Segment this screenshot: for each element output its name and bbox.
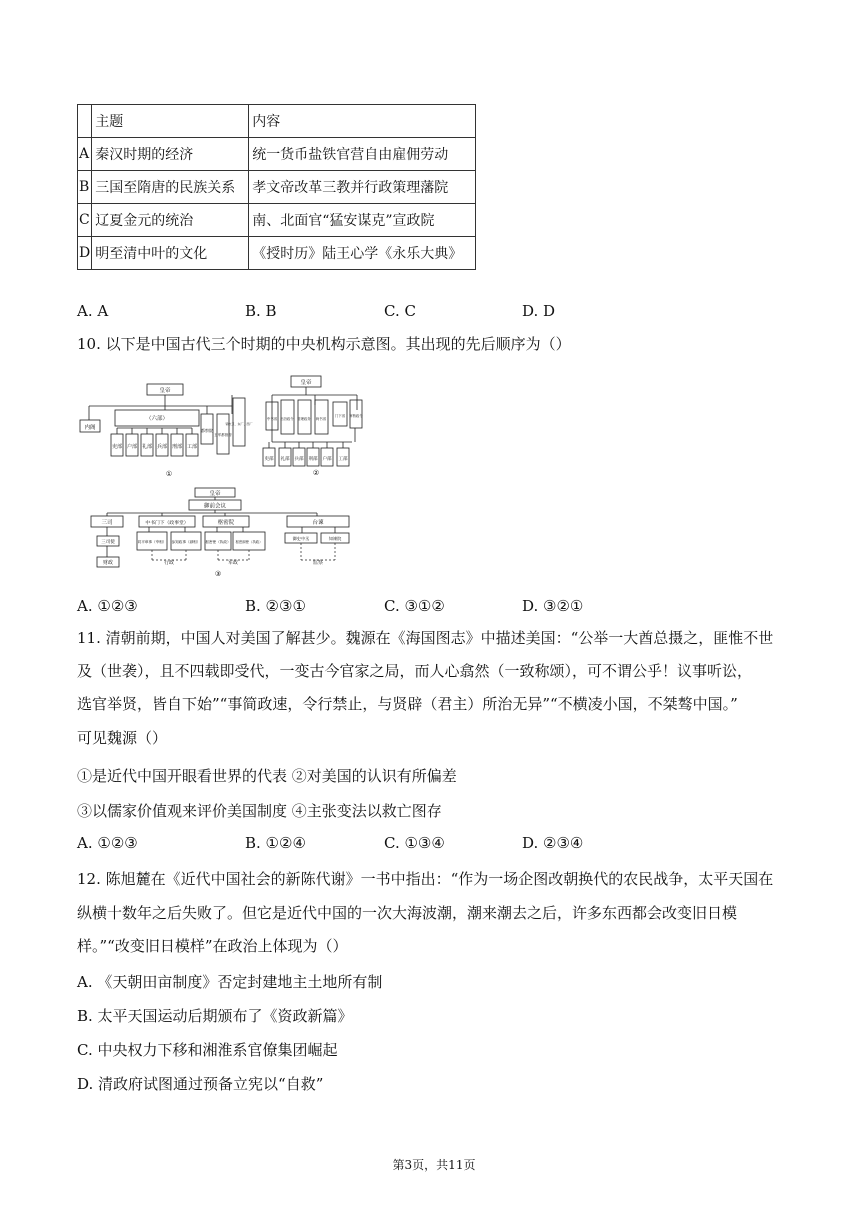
table-cell: 秦汉时期的经济 — [92, 138, 249, 171]
table-row — [78, 105, 476, 138]
q9-option-a[interactable]: A. A — [77, 302, 109, 320]
q11-option-a[interactable]: A. ①②③ — [77, 834, 138, 852]
table-header-cell — [78, 105, 92, 138]
d3-group: 军政 — [227, 560, 239, 566]
d2-sheng: 中书省 — [266, 417, 278, 421]
q10-option-b[interactable]: B. ②③① — [245, 597, 306, 615]
q12-line: 样。”“改变旧日模样”在政治上体现为（） — [77, 937, 348, 955]
d2-mark: ② — [312, 469, 320, 477]
d3-branch: 中书门下（政事堂） — [145, 521, 189, 526]
d3-sub: 三司使 — [101, 540, 115, 545]
table-row — [78, 171, 476, 204]
d3-mark: ③ — [214, 570, 222, 578]
q10-stem: 10. 以下是中国古代三个时期的中央机构示意图。其出现的先后顺序为（） — [77, 335, 571, 353]
table-cell: 三国至隋唐的民族关系 — [92, 171, 249, 204]
table-header-cell: 主题 — [92, 105, 249, 138]
table-cell: 南、北面官“猛安谋克”宣政院 — [249, 204, 476, 237]
d3-sub: 知谏院 — [328, 536, 342, 541]
central-institutions-diagram — [77, 370, 367, 588]
d3-sub: 枢密副使（执政） — [235, 540, 263, 544]
q9-option-b[interactable]: B. B — [245, 302, 277, 320]
q9-option-d[interactable]: D. D — [522, 302, 556, 320]
table-cell: D — [78, 237, 92, 270]
table-row — [78, 138, 476, 171]
d1-ministry: 刑部 — [171, 444, 183, 450]
d2-ministry: 户部 — [322, 457, 332, 462]
question-9-table — [77, 104, 476, 270]
table-cell: B — [78, 171, 92, 204]
d3-group: 监察 — [312, 560, 324, 566]
q12-option-c[interactable]: C. 中央权力下移和湘淮系官僚集团崛起 — [77, 1041, 338, 1059]
table-cell: C — [78, 204, 92, 237]
q11-line: 选官举贤，皆自下始”“事简政速，令行禁止，与贤辟（君主）所治无异”“不横凌小国，不桀骜中国。” — [77, 695, 738, 713]
d2-ministry: 兵部 — [294, 457, 304, 462]
q11-option-b[interactable]: B. ①②④ — [245, 834, 306, 852]
d3-emperor: 皇帝 — [209, 491, 221, 497]
table-cell: 《授时历》陆王心学《永乐大典》 — [249, 237, 476, 270]
d2-ministry: 吏部 — [264, 457, 274, 462]
d3-branch: 三司 — [101, 520, 113, 526]
d2-emperor: 皇帝 — [300, 380, 312, 386]
q11-line: 可见魏源（） — [77, 729, 168, 747]
d1-neige: 内阁 — [84, 425, 96, 431]
table-cell: 统一货币盐铁官营自由雇佣劳动 — [249, 138, 476, 171]
table-cell: A — [78, 138, 92, 171]
q10-option-d[interactable]: D. ③②① — [522, 597, 584, 615]
d2-ministry: 刑部 — [308, 457, 318, 462]
q12-option-b[interactable]: B. 太平天国运动后期颁布了《资政新篇》 — [77, 1007, 353, 1025]
d1-ministry: 工部 — [186, 444, 198, 450]
d3-branch: 台谏 — [312, 520, 324, 526]
table-cell: 明至清中叶的文化 — [92, 237, 249, 270]
d1-mark: ① — [165, 470, 173, 478]
d2-sheng-note: 审核政令 — [349, 414, 363, 418]
d1-emperor: 皇帝 — [159, 388, 171, 394]
table-row — [78, 237, 476, 270]
d3-group: 行政 — [163, 560, 175, 566]
d3-branch: 枢密院 — [217, 520, 235, 526]
d2-sheng: 门下省 — [334, 414, 346, 418]
d2-ministry: 礼部 — [280, 457, 290, 462]
d1-ministry: 兵部 — [156, 444, 168, 450]
q11-option-c[interactable]: C. ①③④ — [384, 834, 445, 852]
d1-duchayuan: 都察院 — [201, 428, 213, 433]
d3-group: 财政 — [102, 560, 114, 566]
d3-sub: 同平章事（宰相） — [137, 540, 167, 544]
page-footer: 第3页，共11页 — [392, 1158, 476, 1172]
table-row — [78, 204, 476, 237]
q11-line: 11. 清朝前期，中国人对美国了解甚少。魏源在《海国图志》中描述美国：“公举一大酋总摄之，匪惟不世 — [77, 629, 774, 647]
q12-option-d[interactable]: D. 清政府试图通过预备立宪以“自救” — [77, 1075, 324, 1093]
d1-jinyiwei: 锦衣卫、东厂、西厂 — [225, 422, 253, 426]
q12-line: 纵横十数年之后失败了。但它是近代中国的一次大海波潮，潮来潮去之后，许多东西都会改变旧日模 — [77, 904, 738, 922]
d1-ministry: 礼部 — [141, 444, 153, 450]
d2-sheng-note: 出旨政令 — [280, 417, 294, 421]
d2-ministry: 工部 — [338, 457, 348, 462]
d1-wujun: 五军都督府 — [214, 433, 232, 437]
d1-ministry: 吏部 — [111, 444, 123, 450]
d3-sub: 参知政事（副相） — [171, 540, 201, 544]
d2-sheng: 尚书省 — [315, 417, 327, 421]
q12-option-a[interactable]: A. 《天朝田亩制度》否定封建地主土地所有制 — [77, 973, 383, 991]
q11-option-d[interactable]: D. ②③④ — [522, 834, 584, 852]
d3-sub: 御史中丞 — [292, 536, 310, 541]
q11-statement: ①是近代中国开眼看世界的代表 ②对美国的认识有所偏差 — [77, 767, 457, 785]
table-cell: 孝文帝改革三教并行政策理藩院 — [249, 171, 476, 204]
q10-option-a[interactable]: A. ①②③ — [77, 597, 138, 615]
q11-line: 及（世袭），且不四载即受代，一变古今官家之局，而人心翕然（一致称颂），可不谓公乎！议事听讼， — [77, 662, 753, 680]
q9-option-c[interactable]: C. C — [384, 302, 416, 320]
q11-statement: ③以儒家价值观来评价美国制度 ④主张变法以救亡图存 — [77, 802, 442, 820]
d1-liubu: （六部） — [145, 416, 169, 422]
table-cell: 辽夏金元的统治 — [92, 204, 249, 237]
d3-sub: 枢密使（执政） — [205, 540, 231, 544]
d3-council: 御前会议 — [203, 503, 227, 510]
q12-line: 12. 陈旭麓在《近代中国社会的新陈代谢》一书中指出：“作为一场企图改朝换代的农民战争，太平天国在 — [77, 870, 774, 888]
d1-ministry: 户部 — [126, 444, 138, 450]
d2-sheng-note: 管理政务 — [297, 417, 311, 421]
table-header-cell: 内容 — [249, 105, 476, 138]
q10-option-c[interactable]: C. ③①② — [384, 597, 445, 615]
